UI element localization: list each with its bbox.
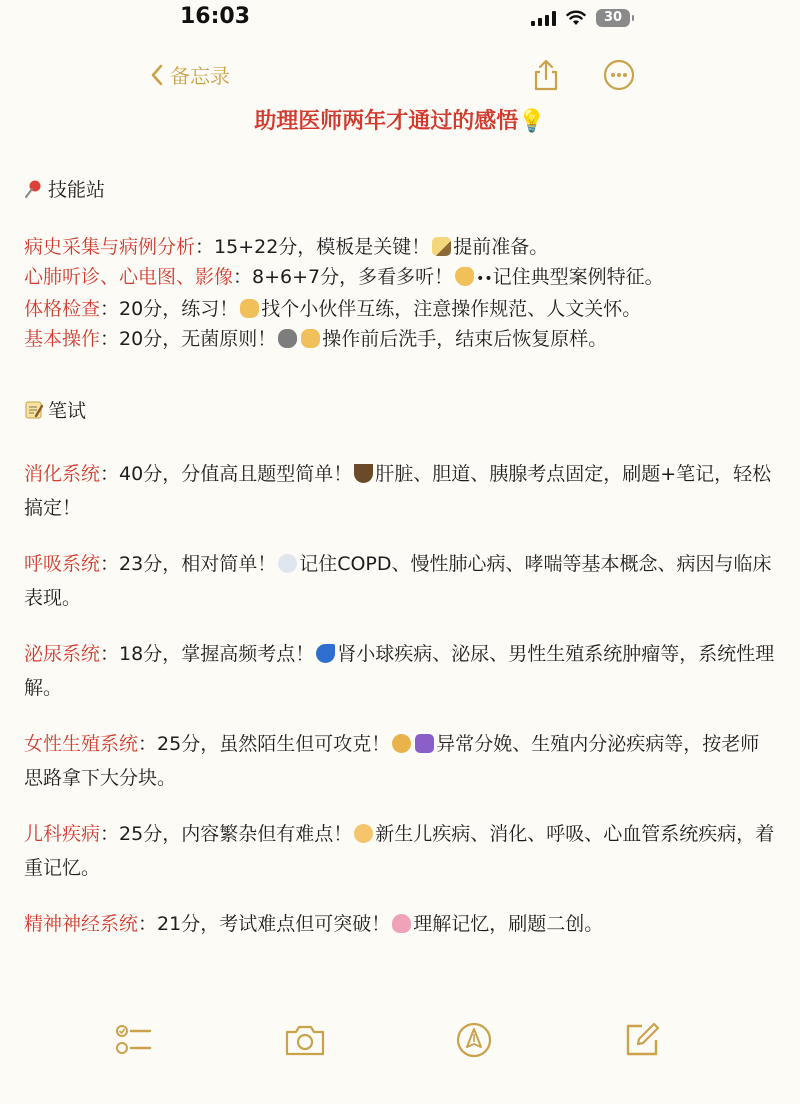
- bottom-toolbar: [0, 1020, 800, 1064]
- written-text: ：25分，虽然陌生但可攻克！: [138, 733, 391, 755]
- written-key: 消化系统: [24, 463, 101, 485]
- written-rest: 理解记忆，刷题二创。: [413, 913, 604, 935]
- written-text: ：40分，分值高且题型简单！: [100, 463, 353, 485]
- share-icon: [530, 58, 562, 92]
- written-rest: 新生儿疾病、消化、呼吸、心血管系统疾病，着重记忆。: [24, 823, 775, 879]
- skill-text: ：20分，无菌原则！: [100, 328, 277, 350]
- written-rest: 异常分娩、生殖内分泌疾病等，按老师思路拿下大分块。: [24, 733, 760, 789]
- written-text: ：21分，考试难点但可突破！: [138, 913, 391, 935]
- markup-button[interactable]: [454, 1020, 494, 1064]
- share-button[interactable]: [530, 58, 562, 96]
- skills-heading-text: 技能站: [48, 179, 106, 201]
- compose-button[interactable]: [622, 1020, 662, 1064]
- written-key: 泌尿系统: [24, 643, 101, 665]
- skill-text: ：20分，练习！: [100, 298, 239, 320]
- written-key: 女性生殖系统: [24, 733, 139, 755]
- written-item: [24, 637, 776, 705]
- medical-symbol-icon: [415, 734, 434, 753]
- nav-bar: [0, 52, 800, 100]
- rock-icon: [278, 329, 297, 348]
- skills-section-heading: [24, 175, 776, 202]
- checklist-button[interactable]: [114, 1020, 154, 1064]
- more-button[interactable]: [603, 59, 635, 95]
- skill-rest: 操作前后洗手，结束后恢复原样。: [322, 328, 608, 350]
- wifi-icon: [566, 10, 586, 26]
- back-label: 备忘录: [170, 64, 230, 88]
- status-bar: [0, 0, 800, 40]
- note-body[interactable]: [24, 100, 776, 941]
- camera-icon: [283, 1020, 327, 1060]
- chevron-left-icon: [150, 64, 164, 86]
- written-item: [24, 547, 776, 615]
- written-key: 呼吸系统: [24, 553, 101, 575]
- skill-item: [24, 294, 776, 324]
- skill-text: ：8+6+7分，多看多听！: [233, 266, 454, 288]
- woman-icon: [392, 734, 411, 753]
- skill-item: [24, 324, 776, 354]
- written-rest: 记住COPD、慢性肺心病、哮喘等基本概念、病因与临床表现。: [24, 553, 772, 609]
- written-item: [24, 727, 776, 795]
- written-section-heading: [24, 396, 776, 423]
- raised-hands-icon: [301, 329, 320, 348]
- note-title: 助理医师两年才通过的感悟💡: [254, 109, 546, 134]
- skill-rest: 找个小伙伴互练，注意操作规范、人文关怀。: [261, 298, 642, 320]
- status-icons: [531, 9, 630, 27]
- brain-icon: [392, 914, 411, 933]
- skill-item: [24, 262, 776, 294]
- compose-icon: [622, 1020, 662, 1060]
- handshake-icon: [240, 299, 259, 318]
- written-text: ：25分，内容繁杂但有难点！: [100, 823, 353, 845]
- bowl-icon: [354, 464, 373, 483]
- status-time: 16:03: [180, 4, 251, 29]
- camera-button[interactable]: [283, 1020, 327, 1064]
- skill-key: 心肺听诊、心电图、影像: [24, 266, 234, 288]
- checklist-icon: [114, 1020, 154, 1060]
- written-text: ：18分，掌握高频考点！: [100, 643, 315, 665]
- more-options-icon: [603, 59, 635, 91]
- wind-icon: [278, 554, 297, 573]
- written-item: [24, 457, 776, 525]
- skill-key: 基本操作: [24, 328, 101, 350]
- cellular-signal-icon: [531, 10, 556, 26]
- ear-icon: [455, 267, 474, 286]
- skill-key: 体格检查: [24, 298, 101, 320]
- memo-icon: [24, 400, 44, 420]
- written-rest: 肾小球疾病、泌尿、男性生殖系统肿瘤等，系统性理解。: [24, 643, 775, 699]
- back-button[interactable]: [150, 60, 230, 89]
- wave-icon: [316, 644, 335, 663]
- skills-list: [24, 232, 776, 354]
- battery-icon: 30: [596, 9, 630, 27]
- baby-icon: [354, 824, 373, 843]
- written-item: [24, 907, 776, 941]
- written-rest: 肝脏、胆道、胰腺考点固定，刷题+笔记，轻松搞定！: [24, 463, 772, 519]
- written-heading-text: 笔试: [48, 400, 87, 422]
- written-key: 精神神经系统: [24, 913, 139, 935]
- written-text: ：23分，相对简单！: [100, 553, 277, 575]
- written-item: [24, 817, 776, 885]
- memo-icon: [432, 237, 451, 256]
- skill-key: 病史采集与病例分析: [24, 236, 196, 258]
- pushpin-icon: [24, 179, 44, 199]
- skill-rest: 提前准备。: [453, 236, 549, 258]
- skill-item: [24, 232, 776, 262]
- written-key: 儿科疾病: [24, 823, 101, 845]
- eyes-icon: ••: [476, 271, 493, 287]
- pen-tip-icon: [454, 1020, 494, 1060]
- skill-rest: 记住典型案例特征。: [492, 266, 664, 288]
- skill-text: ：15+22分，模板是关键！: [195, 236, 431, 258]
